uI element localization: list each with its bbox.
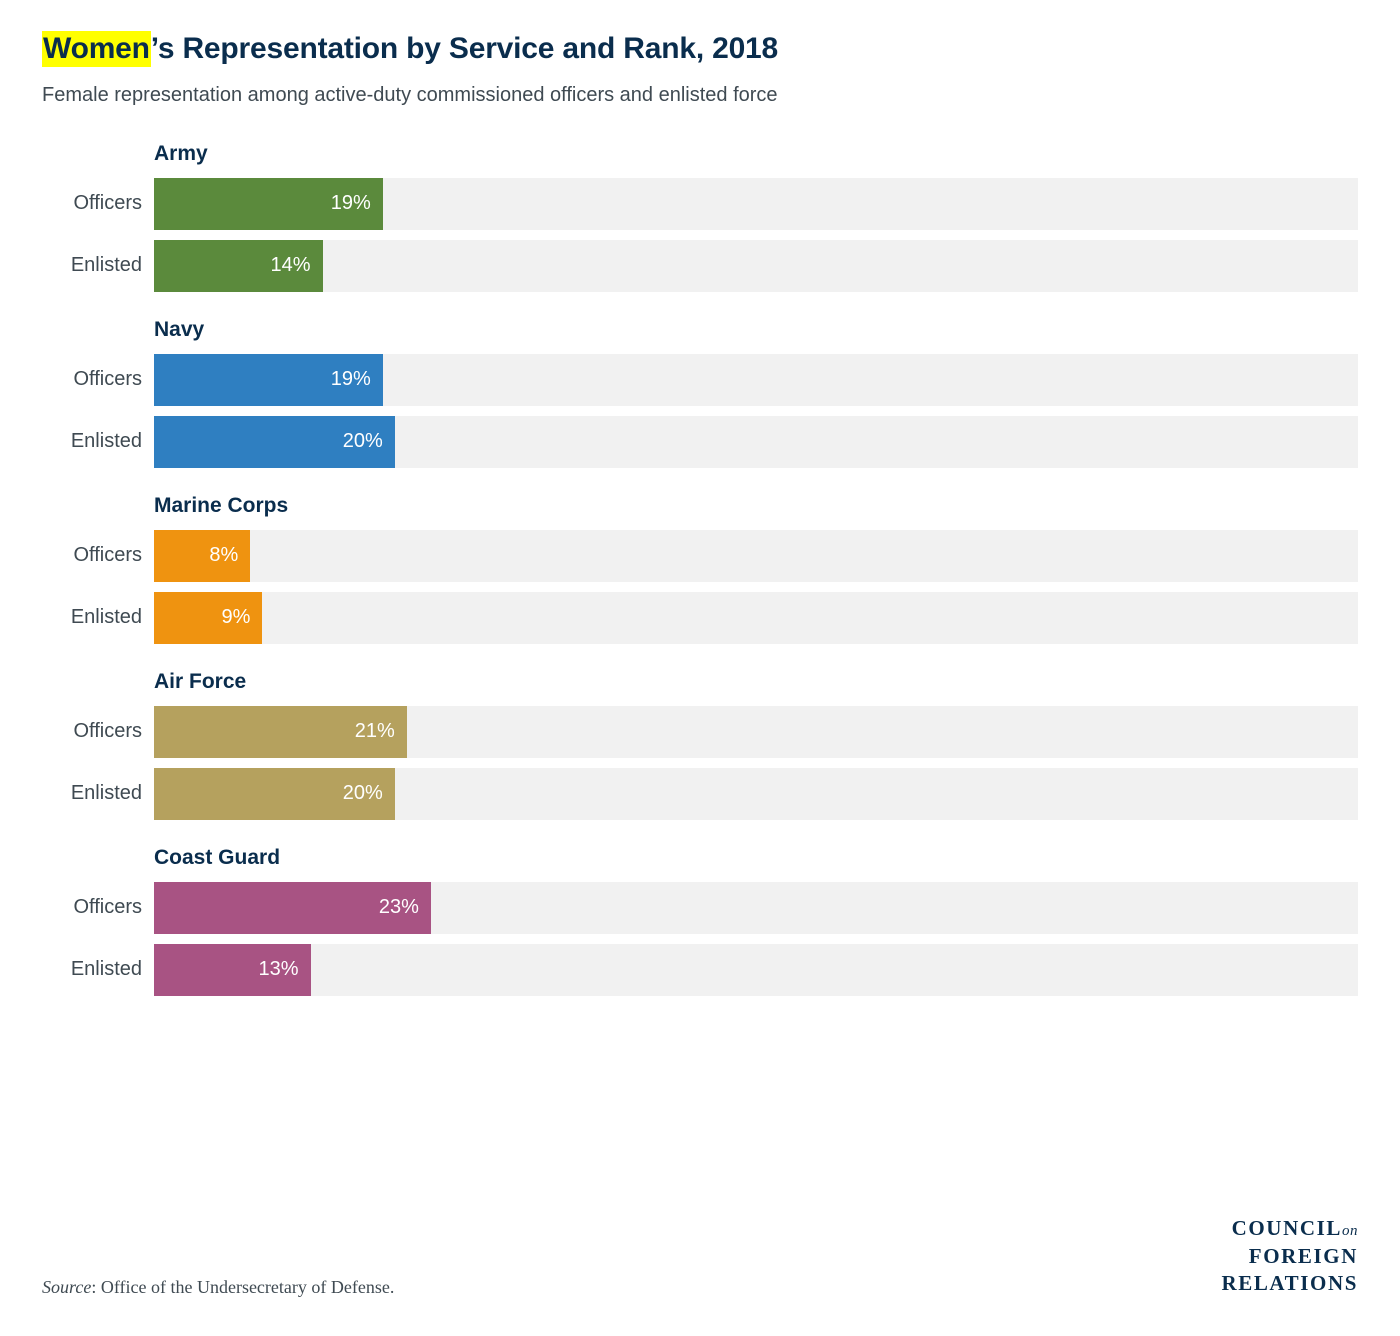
- bar-track: [154, 706, 1358, 758]
- bar-value-label: 20%: [342, 430, 383, 452]
- bar: [154, 882, 431, 934]
- source-label: Source: [42, 1277, 92, 1297]
- service-group-title: Air Force: [154, 669, 247, 693]
- bar-row-label: Enlisted: [70, 958, 142, 980]
- bar-value-label: 19%: [330, 192, 371, 214]
- service-group-title: Navy: [154, 317, 205, 341]
- bar: [154, 706, 407, 758]
- bar-row-label: Officers: [73, 192, 142, 214]
- bar-value-label: 14%: [270, 254, 311, 276]
- bar-row: [42, 944, 1358, 996]
- bar-value-label: 21%: [354, 720, 395, 742]
- bar-track: [154, 354, 1358, 406]
- bar-row-label: Officers: [73, 368, 142, 390]
- bar-track: [154, 882, 1358, 934]
- bar-row-label: Officers: [73, 544, 142, 566]
- bar-track: [154, 530, 1358, 582]
- bar: [154, 530, 250, 582]
- bar-track: [154, 240, 1358, 292]
- bar-value-label: 8%: [209, 544, 239, 566]
- title-rest: ’s Representation by Service and Rank, 2018: [150, 32, 779, 65]
- source-note: [42, 1277, 394, 1298]
- logo-council: COUNCIL: [1231, 1215, 1342, 1240]
- service-group: [42, 318, 1358, 468]
- bar-value-label: 19%: [330, 368, 371, 390]
- service-group-title: Coast Guard: [154, 845, 281, 869]
- bar: [154, 178, 383, 230]
- bar-row: [42, 178, 1358, 230]
- bar-row: [42, 768, 1358, 820]
- service-group-title: Marine Corps: [154, 493, 289, 517]
- bar-row-label: Enlisted: [70, 254, 142, 276]
- service-group: [42, 494, 1358, 644]
- bar-row-label: Enlisted: [70, 430, 142, 452]
- bar-row-label: Officers: [73, 896, 142, 918]
- bar-track: [154, 592, 1358, 644]
- bar-row-label: Enlisted: [70, 782, 142, 804]
- bar-row: [42, 240, 1358, 292]
- title-highlight: Women: [43, 32, 150, 65]
- page-title: [42, 0, 1358, 68]
- bar: [154, 768, 395, 820]
- chart-footer: [42, 1215, 1358, 1298]
- bar-track: [154, 768, 1358, 820]
- bar-track: [154, 944, 1358, 996]
- bar-row: [42, 530, 1358, 582]
- bar-value-label: 23%: [378, 896, 419, 918]
- source-text: : Office of the Undersecretary of Defense.: [91, 1277, 395, 1297]
- bar-value-label: 9%: [221, 606, 251, 628]
- bar: [154, 944, 311, 996]
- bar-row: [42, 416, 1358, 468]
- cfr-logo: [1221, 1215, 1358, 1298]
- logo-line-1: [1221, 1215, 1358, 1243]
- bar-track: [154, 178, 1358, 230]
- bar-row-label: Officers: [73, 720, 142, 742]
- bar: [154, 592, 262, 644]
- bar-row: [42, 354, 1358, 406]
- bar-value-label: 13%: [258, 958, 299, 980]
- bar-row: [42, 706, 1358, 758]
- logo-line-3: RELATIONS: [1221, 1271, 1358, 1296]
- service-group: [42, 846, 1358, 996]
- service-group-title: Army: [154, 141, 208, 165]
- service-group: [42, 670, 1358, 820]
- bar-row-label: Enlisted: [70, 606, 142, 628]
- bar-row: [42, 592, 1358, 644]
- bar-chart: [42, 142, 1358, 996]
- logo-on: on: [1342, 1222, 1358, 1239]
- bar: [154, 240, 323, 292]
- bar: [154, 416, 395, 468]
- bar-track: [154, 416, 1358, 468]
- bar-value-label: 20%: [342, 782, 383, 804]
- bar-row: [42, 882, 1358, 934]
- page-subtitle: Female representation among active-duty commissioned officers and enlisted force: [42, 83, 778, 106]
- service-group: [42, 142, 1358, 292]
- logo-line-2: FOREIGN: [1248, 1243, 1358, 1268]
- bar: [154, 354, 383, 406]
